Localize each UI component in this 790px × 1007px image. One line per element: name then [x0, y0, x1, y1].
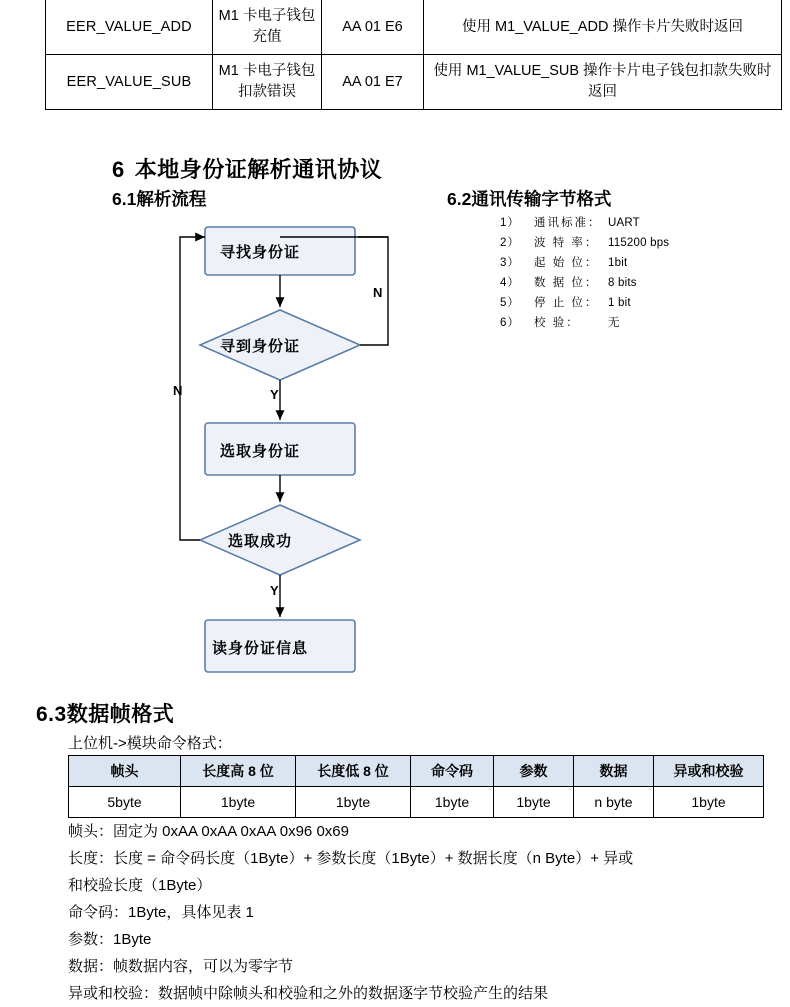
list-item-index: 6） — [500, 317, 520, 329]
frame-value-cell: 1byte — [411, 787, 494, 818]
list-item-key: 停 止 位： — [534, 297, 599, 309]
list-item — [500, 313, 770, 333]
table-row — [69, 787, 764, 818]
frame-format-intro: 上位机->模块命令格式： — [68, 735, 232, 752]
note-line: 长度：长度 = 命令码长度（1Byte）+ 参数长度（1Byte）+ 数据长度（n Byte）+ 异或 — [68, 850, 634, 867]
list-item-index: 1） — [500, 217, 520, 229]
frame-header-cell: 异或和校验 — [654, 756, 764, 787]
list-item-index: 3） — [500, 257, 520, 269]
uart-parameter-list — [500, 213, 770, 333]
list-item-index: 4） — [500, 277, 520, 289]
error-desc-cell: M1 卡电子钱包扣款错误 — [213, 55, 322, 110]
note-line: 参数：1Byte — [68, 931, 152, 948]
list-item-value: 8 bits — [608, 277, 637, 289]
list-item — [500, 233, 770, 253]
note-line: 帧头：固定为 0xAA 0xAA 0xAA 0x96 0x69 — [68, 823, 349, 840]
section-6-1-heading: 6.1解析流程 — [112, 189, 207, 209]
list-item-value: 1bit — [608, 257, 628, 269]
list-item — [500, 213, 770, 233]
frame-value-cell: 1byte — [494, 787, 574, 818]
error-code-cell: EER_VALUE_SUB — [46, 55, 213, 110]
flow-node-decision1: 寻到身份证 — [219, 338, 300, 355]
flow-label-y2: Y — [270, 583, 279, 598]
frame-header-cell: 命令码 — [411, 756, 494, 787]
frame-header-cell: 长度低 8 位 — [296, 756, 411, 787]
list-item-key: 通讯标准： — [534, 217, 602, 229]
flow-node-decision2: 选取成功 — [227, 533, 292, 550]
note-line: 命令码：1Byte，具体见表 1 — [68, 904, 254, 921]
error-code-cell: EER_VALUE_ADD — [46, 0, 213, 55]
section-6-heading — [112, 153, 382, 184]
table-header-row — [69, 756, 764, 787]
frame-value-cell: 5byte — [69, 787, 181, 818]
section-6-2-heading: 6.2通讯传输字节格式 — [447, 189, 612, 209]
table-row — [46, 55, 782, 110]
note-line: 数据：帧数据内容，可以为零字节 — [68, 958, 294, 975]
error-note-cell: 使用 M1_VALUE_SUB 操作卡片电子钱包扣款失败时返回 — [424, 55, 782, 110]
list-item — [500, 253, 770, 273]
flow-label-n1: N — [373, 285, 383, 300]
list-item-index: 5） — [500, 297, 520, 309]
list-item-key: 数 据 位： — [534, 277, 599, 289]
list-item-key: 起 始 位： — [534, 257, 599, 269]
error-hex-cell: AA 01 E6 — [322, 0, 424, 55]
frame-value-cell: 1byte — [296, 787, 411, 818]
list-item-key: 波 特 率： — [534, 237, 599, 249]
frame-value-cell: 1byte — [654, 787, 764, 818]
list-item-value: UART — [608, 217, 640, 229]
frame-header-cell: 数据 — [574, 756, 654, 787]
list-item — [500, 273, 770, 293]
list-item-key: 校 验： — [534, 317, 580, 329]
flow-node-end: 读身份证信息 — [211, 640, 308, 657]
note-line: 和校验长度（1Byte） — [68, 877, 212, 894]
frame-value-cell: 1byte — [181, 787, 296, 818]
list-item-index: 2） — [500, 237, 520, 249]
section-6-title: 本地身份证解析通讯协议 — [134, 157, 383, 182]
list-item-value: 无 — [608, 317, 620, 329]
note-line: 异或和校验：数据帧中除帧头和校验和之外的数据逐字节校验产生的结果 — [68, 985, 549, 1002]
table-row — [46, 0, 782, 55]
error-hex-cell: AA 01 E7 — [322, 55, 424, 110]
parse-flowchart — [150, 215, 440, 690]
list-item — [500, 293, 770, 313]
error-code-table — [45, 0, 782, 110]
section-6-number: 6 — [112, 157, 125, 182]
frame-header-cell: 帧头 — [69, 756, 181, 787]
section-6-3-heading: 6.3数据帧格式 — [36, 703, 175, 726]
flow-label-n2: N — [173, 383, 183, 398]
frame-value-cell: n byte — [574, 787, 654, 818]
flow-label-y1: Y — [270, 387, 279, 402]
list-item-value: 115200 bps — [608, 237, 670, 249]
frame-header-cell: 长度高 8 位 — [181, 756, 296, 787]
flow-node-start: 寻找身份证 — [219, 244, 300, 261]
error-note-cell: 使用 M1_VALUE_ADD 操作卡片失败时返回 — [424, 0, 782, 55]
frame-header-cell: 参数 — [494, 756, 574, 787]
flow-node-process2: 选取身份证 — [219, 443, 300, 460]
error-desc-cell: M1 卡电子钱包充值 — [213, 0, 322, 55]
list-item-value: 1 bit — [608, 297, 631, 309]
data-frame-table — [68, 755, 764, 818]
frame-field-notes — [68, 818, 758, 1007]
